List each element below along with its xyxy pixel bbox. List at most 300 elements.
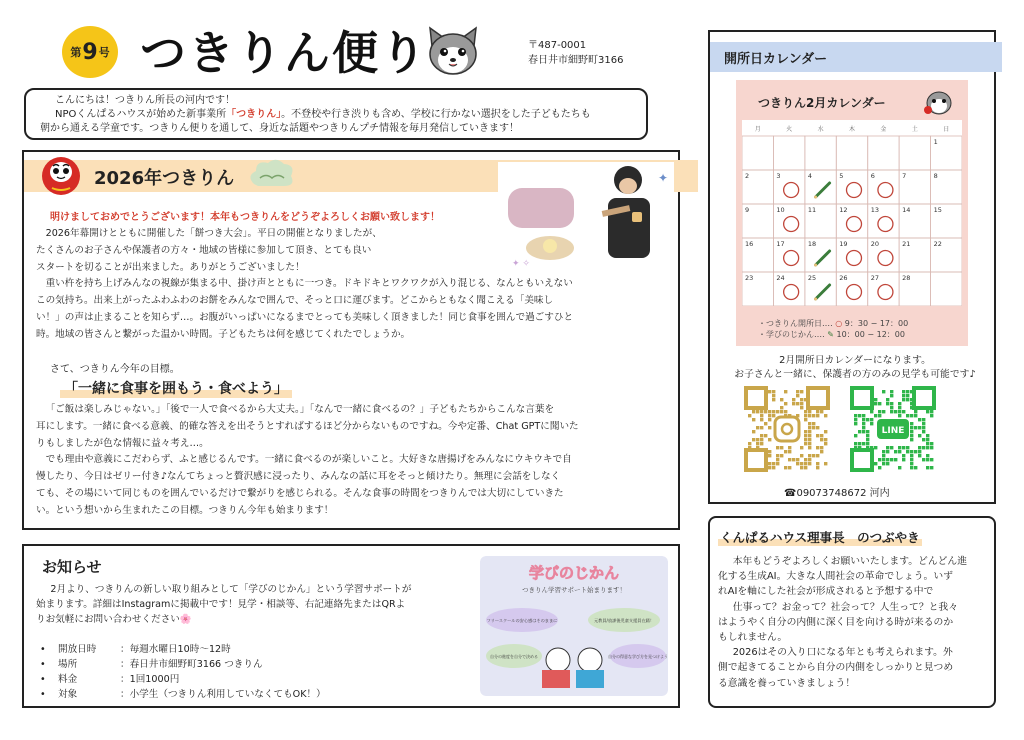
qr-module (820, 438, 823, 441)
qr-module (922, 426, 925, 429)
qr-module (922, 438, 925, 441)
tsukirin-highlight: 「つきりん」 (226, 109, 282, 120)
qr-module (926, 446, 929, 449)
qr-module (820, 434, 823, 437)
qr-module (824, 438, 827, 441)
day-number: 6 (870, 172, 875, 180)
weekday-label: 土 (911, 126, 918, 133)
day-number: 19 (839, 240, 848, 248)
text-line: 本年もどうぞよろしくお願いいたします。どんどん進 (732, 556, 968, 567)
item-value: ：小学生（つきりん利用していなくてもOK！） (120, 689, 326, 700)
qr-module (804, 442, 807, 445)
qr-module (808, 462, 811, 465)
qr-module (776, 446, 779, 449)
qr-module (902, 458, 905, 461)
qr-module (808, 426, 811, 429)
legend-row (758, 318, 908, 329)
qr-module (768, 426, 771, 429)
column-title: くんぱるハウス理事長 のつぶやき (720, 530, 920, 545)
weekday-label: 日 (943, 126, 950, 133)
qr-module (858, 414, 861, 417)
qr-module (894, 450, 897, 453)
qr-module (788, 446, 791, 449)
day-number: 3 (776, 172, 781, 180)
qr-module (776, 458, 779, 461)
text-line: れAIを軸にした社会が形成されると予想する中で (718, 586, 934, 598)
phone-contact: ☎09073748672 河内 (784, 488, 890, 499)
qr-module (930, 414, 933, 417)
qr-module (788, 466, 791, 469)
text-line: りお気軽にお問い合わせください🌸 (36, 614, 192, 625)
circle-mark-icon: ○ (835, 319, 843, 328)
qr-module (858, 442, 861, 445)
qr-module (796, 458, 799, 461)
qr-module (910, 430, 913, 433)
weekday-label: 水 (817, 126, 824, 133)
notice-title: お知らせ (42, 558, 102, 576)
calendar-legend (758, 318, 908, 340)
qr-module (772, 390, 775, 393)
qr-module (910, 426, 913, 429)
text-line: 2月開所日カレンダーになります。 (779, 355, 931, 366)
qr-module (930, 446, 933, 449)
qr-module (816, 410, 819, 413)
day-number: 12 (839, 206, 848, 214)
qr-module (824, 462, 827, 465)
yearly-motto: 「一緒に食事を囲もう・食べよう」 (60, 378, 292, 398)
qr-module (800, 390, 803, 393)
qr-module (866, 438, 869, 441)
issue-number: 9 (82, 39, 98, 65)
qr-module (906, 414, 909, 417)
qr-module (808, 410, 811, 413)
qr-module (874, 398, 877, 401)
qr-module (792, 402, 795, 405)
qr-module (752, 418, 755, 421)
instagram-qr-code[interactable] (744, 386, 830, 472)
qr-module (772, 414, 775, 417)
qr-module (854, 418, 857, 421)
qr-module (772, 466, 775, 469)
qr-module (824, 414, 827, 417)
text-line: 始まります。詳細はInstagramに掲載中です！見学・相談等、右記連絡先またはQRよ (36, 599, 406, 610)
qr-module (816, 414, 819, 417)
qr-module (862, 418, 865, 421)
qr-module (776, 454, 779, 457)
text-line: ても、その場にいて同じものを囲んでいるだけで繋がりを感じられる。そんな食事の時間をつきりんでは大切にしていきた (36, 487, 564, 499)
qr-module (854, 434, 857, 437)
qr-module (862, 414, 865, 417)
qr-module (886, 398, 889, 401)
qr-module (890, 394, 893, 397)
qr-module (764, 410, 767, 413)
qr-module (910, 466, 913, 469)
text-line: い！」の声は止まることを知らず…。お腹がいっぱいになるまでとっても美味しく頂きました！同じ食事を囲んで過ごすひと (36, 311, 574, 323)
intro-line: こんにちは！つきりん所長の河内です！ (55, 95, 235, 106)
text-line: でも理由や意義にこだわらず、ふと感じるんです。一緒に食べるのが楽しいこと。大好きな唐揚げをみんなにウキウキで自 (45, 454, 572, 466)
calendar-panel (708, 30, 996, 504)
qr-module (804, 466, 807, 469)
day-number: 24 (776, 274, 785, 282)
pencil-icon: ✎ (827, 330, 834, 339)
qr-module (768, 410, 771, 413)
qr-module (910, 438, 913, 441)
qr-module (930, 458, 933, 461)
qr-module (918, 418, 921, 421)
qr-module (898, 466, 901, 469)
calendar-panel-title: 開所日カレンダー (710, 42, 1002, 72)
item-key: 料金 (58, 674, 78, 685)
qr-module (870, 422, 873, 425)
item-value: ：春日井市細野町3166 つきりん (120, 659, 263, 670)
mochi-paragraph (36, 226, 666, 344)
qr-module (866, 430, 869, 433)
qr-module (796, 394, 799, 397)
qr-module (760, 414, 763, 417)
text-line: い。という想いから生まれたこの目標。つきりん今年も始まります！ (36, 504, 334, 516)
notice-details (40, 642, 326, 702)
item-value: ：1回1000円 (120, 674, 180, 685)
qr-module (906, 398, 909, 401)
text-line: りもしましたが色な情報に益々考え…。 (36, 437, 209, 449)
legend-label: ・つきりん開所日‥‥ (758, 319, 833, 328)
qr-module (760, 442, 763, 445)
list-item (40, 657, 326, 672)
svg-text:✦: ✦ (658, 171, 669, 185)
day-number: 7 (902, 172, 907, 180)
item-key: 場所 (58, 659, 78, 670)
qr-module (862, 426, 865, 429)
qr-module (902, 454, 905, 457)
qr-module (816, 434, 819, 437)
qr-module (772, 462, 775, 465)
day-number: 16 (745, 240, 754, 248)
intro-text: NPOくんぱるハウスが始めた新事業所 (55, 109, 227, 120)
qr-module (796, 390, 799, 393)
qr-module (768, 454, 771, 457)
qr-module (768, 462, 771, 465)
qr-module (752, 410, 755, 413)
list-item (40, 672, 326, 687)
qr-module (748, 442, 751, 445)
qr-module (910, 434, 913, 437)
text-line: る意識を養っていきましょう！ (718, 677, 856, 689)
qr-module (780, 406, 783, 409)
text-line: 2026年幕開けとともに開催した「餅つき大会」。平日の開催となりましたが、 (45, 228, 382, 239)
weekday-label: 木 (848, 126, 856, 133)
calendar-title: つきりん2月カレンダー (758, 96, 886, 110)
qr-module (878, 458, 881, 461)
qr-module (808, 458, 811, 461)
qr-module (804, 458, 807, 461)
manabi-poster (480, 556, 668, 696)
qr-module (862, 422, 865, 425)
qr-module (808, 430, 811, 433)
qr-module (882, 410, 885, 413)
qr-module (910, 462, 913, 465)
weekday-label: 月 (754, 126, 761, 133)
day-number: 21 (902, 240, 911, 248)
qr-module (820, 450, 823, 453)
qr-module (886, 462, 889, 465)
qr-module (914, 450, 917, 453)
qr-module (894, 458, 897, 461)
qr-module (866, 442, 869, 445)
qr-module (756, 442, 759, 445)
day-number: 26 (839, 274, 848, 282)
qr-module (788, 450, 791, 453)
day-number: 13 (870, 206, 879, 214)
text-line: 慢したり、今日はゼリー付き♪なんてちょっと贅沢感に浸ったり、みんなの話に耳をそっと傾けたり。無理に会話をしなく (36, 471, 561, 483)
newsletter-title: つきりん便り (140, 26, 428, 80)
qr-module (902, 446, 905, 449)
qr-module (906, 390, 909, 393)
chairman-column (708, 516, 996, 708)
qr-module (902, 398, 905, 401)
text-line: 重い杵を持ち上げみんなの視線が集まる中、掛け声とともに一つき。ドキドキとワクワクが入り混じる、なんともいえない (45, 278, 573, 290)
calendar-background (742, 120, 962, 306)
qr-module (816, 426, 819, 429)
text-line: はようやく自分の内側に深く目を向ける時が来るのか (718, 616, 954, 628)
qr-module (816, 462, 819, 465)
qr-module (808, 438, 811, 441)
qr-module (772, 410, 775, 413)
qr-module (748, 414, 751, 417)
qr-module (858, 430, 861, 433)
day-number: 8 (933, 172, 938, 180)
day-number: 23 (745, 274, 754, 282)
day-number: 15 (933, 206, 942, 214)
qr-module (914, 466, 917, 469)
cloud-icon (246, 156, 296, 194)
day-number: 22 (933, 240, 942, 248)
pencil-tip (814, 196, 817, 199)
qr-module (874, 462, 877, 465)
street-address: 春日井市細野町3166 (528, 55, 624, 66)
qr-module (898, 450, 901, 453)
qr-module (816, 454, 819, 457)
day-number: 2 (745, 172, 750, 180)
legend-time: 10：00 − 12：00 (836, 330, 905, 339)
qr-module (768, 418, 771, 421)
qr-module (760, 410, 763, 413)
line-qr-code[interactable] (850, 386, 936, 472)
poster-bubble: 自分の得意な学び方を見つけよう (608, 654, 668, 659)
qr-module (890, 406, 893, 409)
day-number: 18 (807, 240, 817, 248)
qr-module (808, 454, 811, 457)
poster-bubble: 自分の進度を自分で決める (490, 654, 538, 659)
qr-module (804, 434, 807, 437)
motto-lead: さて、つきりん今年の目標。 (50, 364, 180, 375)
qr-module (808, 446, 811, 449)
text-line: 仕事って？お金って？社会って？人生って？と我々 (732, 601, 959, 613)
qr-module (874, 414, 877, 417)
qr-module (926, 458, 929, 461)
text-line: 時。地域の皆さんと繋がった温かい時間。子どもたちは何を感じてくれたでしょうか。 (36, 328, 411, 340)
day-number: 28 (902, 274, 911, 282)
qr-module (886, 458, 889, 461)
qr-module (926, 466, 929, 469)
qr-module (874, 446, 877, 449)
pencil-tip (814, 264, 817, 267)
qr-module (882, 454, 885, 457)
text-line: この気持ち。出来上がったふわふわのお餅をみんなで囲んで、そっと口に運びます。どこからともなく聞こえる「美味し (36, 295, 554, 307)
qr-module (768, 450, 771, 453)
pencil-tip (814, 298, 817, 301)
qr-module (906, 450, 909, 453)
day-number: 4 (807, 172, 812, 180)
qr-module (854, 414, 857, 417)
qr-module (878, 402, 881, 405)
qr-module (910, 422, 913, 425)
qr-module (902, 394, 905, 397)
poster-title: 学びのじかん (528, 564, 620, 582)
qr-module (882, 450, 885, 453)
item-key: 対象 (58, 689, 78, 700)
qr-module (820, 410, 823, 413)
address-block (528, 38, 623, 68)
qr-module (792, 458, 795, 461)
weekday-label: 火 (786, 126, 793, 133)
qr-module (804, 430, 807, 433)
issue-suffix: 号 (98, 46, 110, 59)
qr-module (882, 390, 885, 393)
qr-module (902, 410, 905, 413)
qr-module (926, 434, 929, 437)
qr-module (760, 438, 763, 441)
intro-text: 。不登校や行き渋りも含め、学校に行かない選択をした子どもたちも (281, 109, 591, 120)
motto-paragraph (36, 402, 666, 520)
qr-module (914, 426, 917, 429)
day-number: 25 (807, 274, 817, 282)
issue-prefix: 第 (70, 46, 82, 59)
day-number: 20 (870, 240, 879, 248)
wolf-mascot-icon (922, 86, 956, 116)
day-number: 10 (776, 206, 785, 214)
qr-module (808, 414, 811, 417)
day-number: 9 (745, 206, 750, 214)
intro-line (40, 108, 632, 122)
qr-module (752, 438, 755, 441)
qr-module (804, 418, 807, 421)
qr-module (812, 414, 815, 417)
qr-module (772, 398, 775, 401)
qr-module (760, 434, 763, 437)
qr-module (862, 442, 865, 445)
qr-module (760, 426, 763, 429)
qr-module (752, 430, 755, 433)
qr-module (926, 454, 929, 457)
qr-module (788, 458, 791, 461)
qr-module (764, 422, 767, 425)
qr-module (890, 402, 893, 405)
qr-module (768, 438, 771, 441)
qr-module (930, 466, 933, 469)
notice-body (36, 582, 476, 627)
qr-module (808, 434, 811, 437)
day-number: 1 (933, 138, 938, 146)
qr-module (756, 410, 759, 413)
qr-module (902, 390, 905, 393)
qr-module (804, 438, 807, 441)
column-body (718, 554, 988, 691)
item-value: ：毎週水曜日10時〜12時 (120, 644, 231, 655)
qr-module (812, 422, 815, 425)
qr-module (808, 442, 811, 445)
text-line: たくさんのお子さんや保護者の方々・地域の皆様に参加して頂き、とても良い (36, 244, 372, 256)
qr-module (890, 410, 893, 413)
text-line: 2月より、つきりんの新しい取り組みとして「学びのじかん」という学習サポートが (50, 584, 412, 595)
day-number: 11 (807, 206, 817, 214)
qr-module (768, 414, 771, 417)
intro-box (24, 88, 648, 140)
notice-box (22, 544, 680, 708)
qr-module (882, 458, 885, 461)
svg-text:✦ ✧: ✦ ✧ (512, 259, 530, 269)
qr-module (800, 406, 803, 409)
qr-module (780, 446, 783, 449)
qr-module (882, 462, 885, 465)
qr-module (922, 446, 925, 449)
qr-module (910, 450, 913, 453)
qr-module (886, 402, 889, 405)
qr-module (870, 418, 873, 421)
qr-module (914, 410, 917, 413)
qr-module (898, 414, 901, 417)
qr-module (800, 454, 803, 457)
qr-module (926, 438, 929, 441)
qr-module (824, 430, 827, 433)
qr-module (768, 466, 771, 469)
legend-label: ・学びのじかん‥‥ (758, 330, 825, 339)
poster-bubble: 元教員/放課後児童支援員在籍！ (593, 618, 655, 623)
weekday-label: 金 (880, 126, 887, 133)
qr-module (854, 422, 857, 425)
qr-module (878, 410, 881, 413)
qr-module (914, 414, 917, 417)
qr-module (918, 450, 921, 453)
day-number: 14 (902, 206, 911, 214)
qr-module (812, 426, 815, 429)
poster-subtitle: つきりん学習サポート始まります！ (522, 586, 626, 594)
text-line: スタートを切ることが出来ました。ありがとうございました！ (36, 261, 305, 273)
calendar-card (736, 80, 968, 346)
qr-module (874, 402, 877, 405)
qr-module (804, 414, 807, 417)
postal-code: 〒487-0001 (528, 40, 587, 51)
qr-module (862, 430, 865, 433)
qr-module (824, 442, 827, 445)
qr-module (780, 454, 783, 457)
qr-module (800, 402, 803, 405)
qr-module (918, 434, 921, 437)
legend-row (758, 329, 908, 340)
qr-module (780, 410, 783, 413)
qr-module (930, 410, 933, 413)
qr-module (800, 466, 803, 469)
qr-module (870, 410, 873, 413)
qr-module (930, 442, 933, 445)
qr-module (910, 414, 913, 417)
qr-module (776, 462, 779, 465)
article-title: 2026年つきりん (94, 168, 235, 189)
qr-module (922, 458, 925, 461)
day-number: 27 (870, 274, 879, 282)
day-number: 5 (839, 172, 844, 180)
qr-module (922, 418, 925, 421)
qr-module (756, 438, 759, 441)
